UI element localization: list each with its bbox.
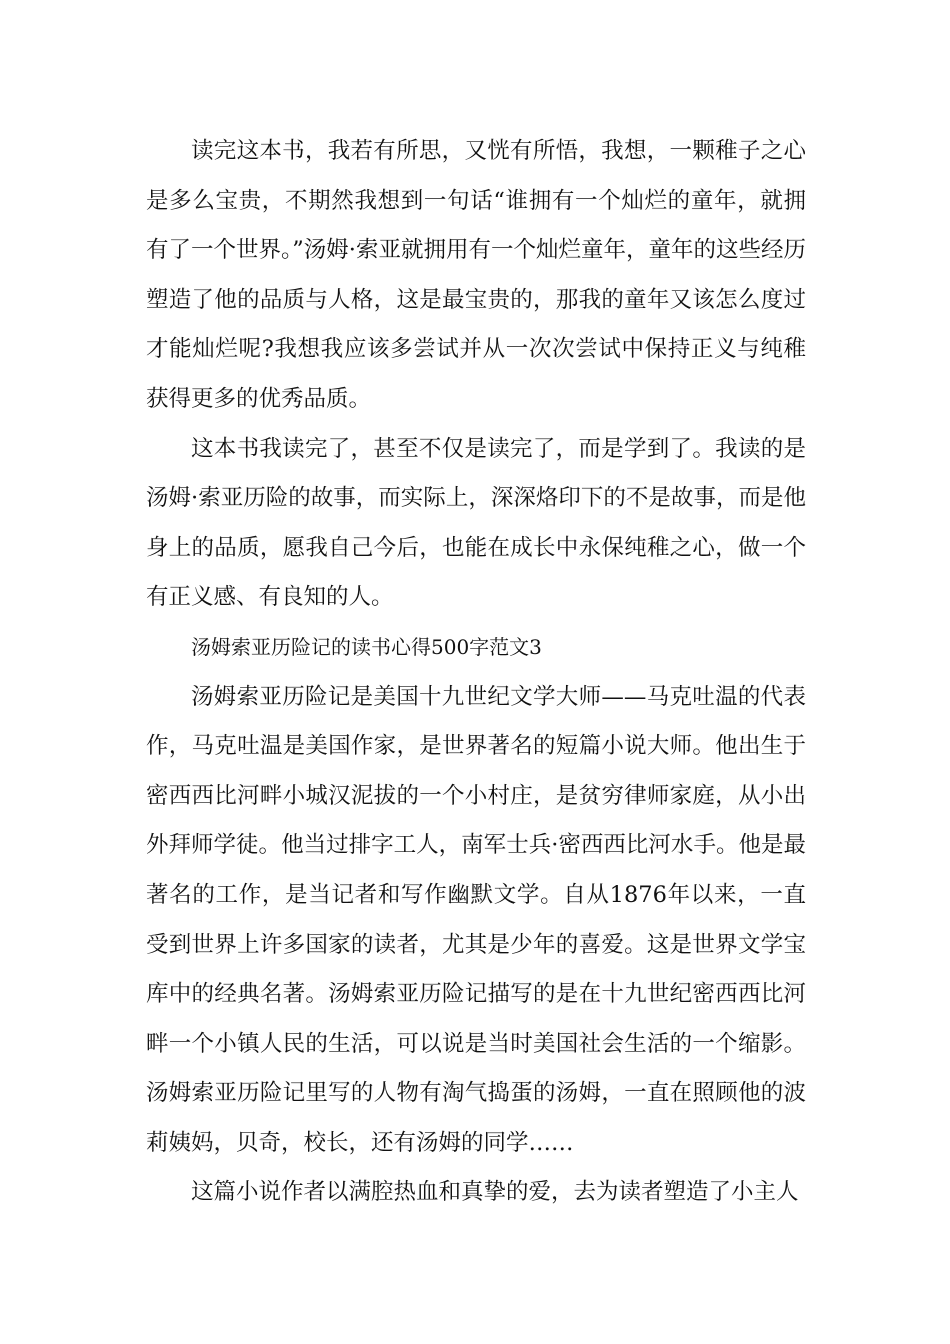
document-page: [146, 127, 806, 1218]
paragraph-introduction: 汤姆索亚历险记是美国十九世纪文学大师——马克吐温的代表作，马克吐温是美国作家，是世界著名的短篇小说大师。他出生于密西西比河畔小城汉泥拔的一个小村庄，是贫穷律师家庭，从小出外拜师学徒。他当过排字工人，南军士兵·密西西比河水手。他是最著名的工作，是当记者和写作幽默文学。自从1876年以来，一直受到世界上许多国家的读者，尤其是少年的喜爱。这是世界文学宝库中的经典名著。汤姆索亚历险记描写的是在十九世纪密西西比河畔一个小镇人民的生活，可以说是当时美国社会生活的一个缩影。汤姆索亚历险记里写的人物有淘气捣蛋的汤姆，一直在照顾他的波莉姨妈，贝奇，校长，还有汤姆的同学……: [146, 683, 806, 1156]
paragraph-continuation: 这篇小说作者以满腔热血和真挚的爱，去为读者塑造了小主人: [191, 1179, 799, 1206]
section-heading: 汤姆索亚历险记的读书心得500字范文3: [191, 634, 542, 659]
paragraph-conclusion: 这本书我读完了，甚至不仅是读完了，而是学到了。我读的是汤姆·索亚历险的故事，而实际上，深深烙印下的不是故事，而是他身上的品质，愿我自己今后，也能在成长中永保纯稚之心，做一个有正义感、有良知的人。: [146, 435, 806, 611]
paragraph-reflection: 读完这本书，我若有所思，又恍有所悟，我想，一颗稚子之心是多么宝贵，不期然我想到一句话“谁拥有一个灿烂的童年，就拥有了一个世界。”汤姆·索亚就拥用有一个灿烂童年，童年的这些经历塑造了他的品质与人格，这是最宝贵的，那我的童年又该怎么度过才能灿烂呢?我想我应该多尝试并从一次次尝试中保持正义与纯稚获得更多的优秀品质。: [146, 138, 806, 412]
